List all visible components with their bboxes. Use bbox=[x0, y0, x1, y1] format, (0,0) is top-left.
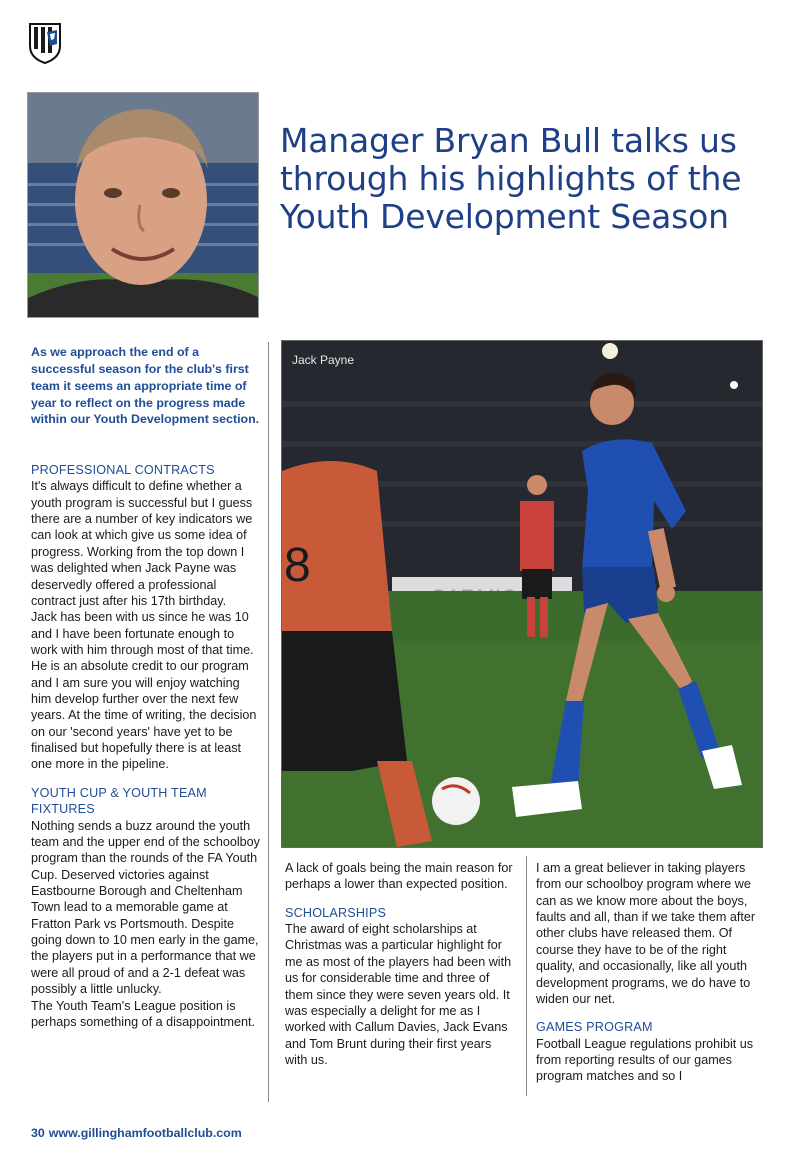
article-intro: As we approach the end of a successful season for the club's first team it seems an appropriate time of year to reflect on the progress made within our Youth Development section. bbox=[31, 345, 260, 427]
match-action-photo bbox=[281, 340, 763, 848]
article-paragraph: I am a great believer in taking players from our schoolboy program where we can as we know more about the boys, faults and all, than if we take them after other clubs have released them. Of course they have to be of the right quality, and occasionally, like all youth development programs, we do have to widen our net. bbox=[536, 861, 756, 1006]
club-crest-icon bbox=[28, 22, 62, 64]
article-column-1 bbox=[31, 462, 263, 1030]
photo-caption: Jack Payne bbox=[292, 353, 355, 367]
article-headline: Manager Bryan Bull talks us through his highlights of the Youth Development Season bbox=[280, 121, 742, 236]
article-paragraph: It's always difficult to define whether a youth program is successful but I guess there are a number of key indicators we can look at which give us some idea of progress. Working from the top down I was delighted when Jack Payne was deservedly offered a professional contract just after his 17th birthday. bbox=[31, 479, 253, 608]
article-paragraph: A lack of goals being the main reason for perhaps a lower than expected position. bbox=[285, 861, 513, 892]
page-footer bbox=[31, 1126, 242, 1140]
manager-portrait-photo bbox=[27, 92, 259, 318]
shirt-number: 8 bbox=[284, 539, 311, 592]
page-number: 30 bbox=[31, 1126, 45, 1140]
column-divider bbox=[268, 342, 269, 1102]
article-column-2 bbox=[285, 860, 517, 1068]
section-heading: YOUTH CUP & YOUTH TEAM FIXTURES bbox=[31, 785, 207, 817]
website-url[interactable]: www.gillinghamfootballclub.com bbox=[48, 1126, 242, 1140]
article-paragraph: The Youth Team's League position is perhaps something of a disappointment. bbox=[31, 998, 256, 1029]
article-paragraph: Jack has been with us since he was 10 and I have been fortunate enough to work with him through most of that time. He is an absolute credit to our program and I am sure you will enjoy watching him develop further over the next few years. At the time of writing, the decision on our 'second years' have yet to be finalised but hopefully there is at least one more in the pipeline. bbox=[31, 610, 257, 772]
column-divider bbox=[526, 856, 527, 1096]
section-heading: SCHOLARSHIPS bbox=[285, 905, 387, 920]
article-paragraph: The award of eight scholarships at Christmas was a particular highlight for me as most of the players had been with us for considerable time and three of them since they were seven years old. It was especially a delight for me as I worked with Callum Davies, Jack Evans and Tom Brunt during their first years with us. bbox=[285, 922, 512, 1067]
article-column-3 bbox=[536, 860, 768, 1085]
article-paragraph: Football League regulations prohibit us from reporting results of our games program matches and so I bbox=[536, 1036, 754, 1084]
section-heading: PROFESSIONAL CONTRACTS bbox=[31, 463, 215, 477]
section-heading: GAMES PROGRAM bbox=[536, 1020, 653, 1035]
article-paragraph: Nothing sends a buzz around the youth team and the upper end of the schoolboy program than the rounds of the FA Youth Cup. Deserved victories against Eastbourne Borough and Cheltenham Town lead to a memorable game at Fratton Park vs Portsmouth. Despite going down to 10 men early in the game, the players put in a performance that we were all proud of and a 2-1 defeat was possibly a little unlucky. bbox=[31, 818, 260, 997]
